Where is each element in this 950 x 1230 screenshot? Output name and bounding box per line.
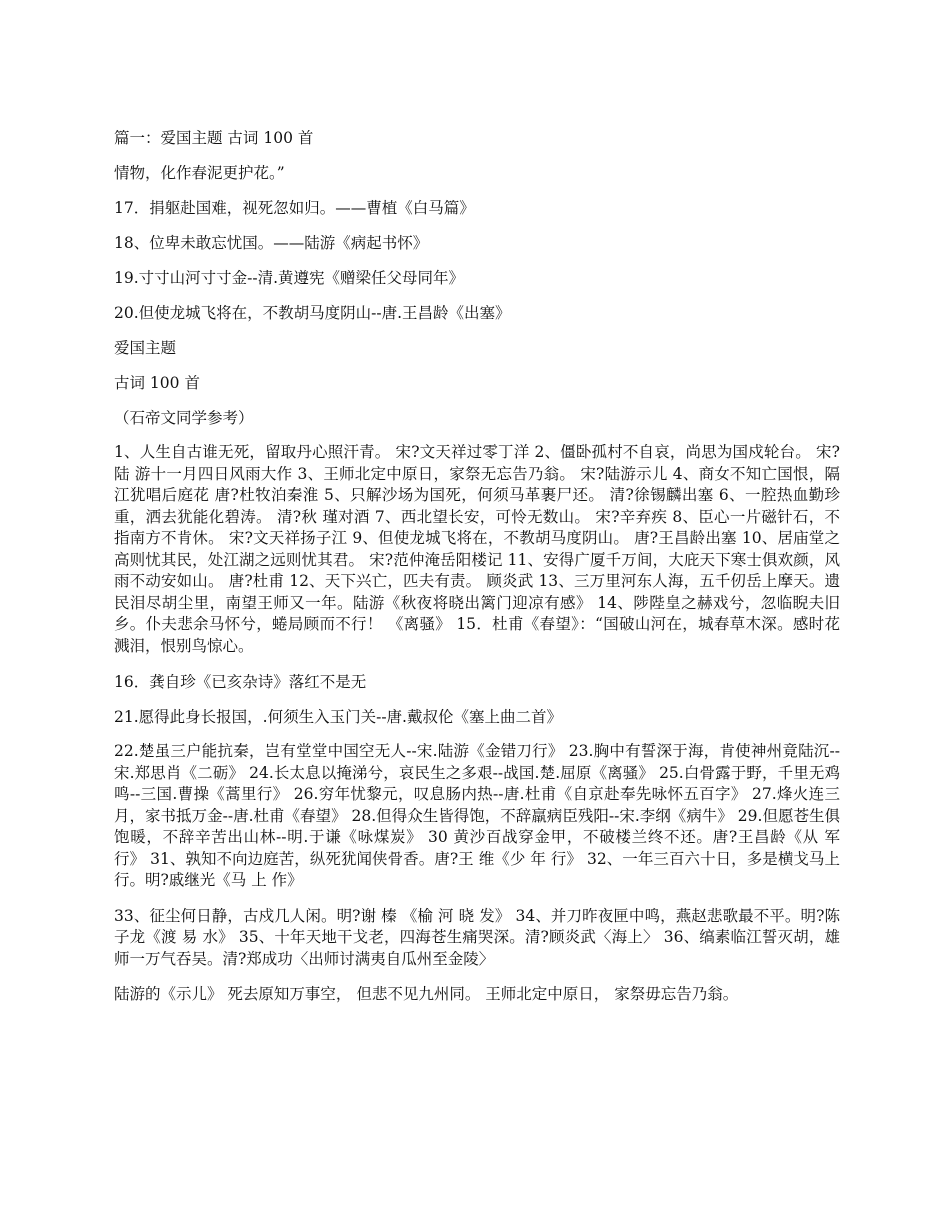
reference-note: （石帝文同学参考） [114, 409, 254, 427]
text-line: 21.愿得此身长报国，.何须生入玉门关--唐.戴叔伦《塞上曲二首》 [114, 708, 562, 726]
section-heading: 爱国主题 [114, 339, 177, 357]
closing-paragraph: 陆游的《示儿》 死去原知万事空， 但悲不见九州同。 王师北定中原日， 家祭毋忘告乃翁。 [114, 985, 739, 1003]
poem-list-paragraph: 33、征尘何日静，古戍几人闲。明?谢 榛 《榆 河 晓 发》 34、并刀昨夜匣中鸣，燕赵悲歌最不平。明?陈子龙《渡 易 水》 35、十年天地干戈老，四海苍生痛哭深。清?顾炎武〈海上〉 36、缟素临江誓灭胡，雄师一万气吞吴。清?郑成功〈出师讨满夷自瓜州至金陵〉 [114, 906, 840, 968]
text-line: 17．捐躯赴国难，视死忽如归。——曹植《白马篇》 [114, 199, 475, 217]
text-line: 情物，化作春泥更护花。” [114, 164, 285, 182]
document-page [114, 127, 840, 1020]
document-title: 篇一：爱国主题 古词 100 首 [114, 129, 314, 147]
section-subheading: 古词 100 首 [114, 374, 200, 392]
text-line: 18、位卑未敢忘忧国。——陆游《病起书怀》 [114, 234, 429, 252]
text-line: 19.寸寸山河寸寸金--清.黄遵宪《赠梁任父母同年》 [114, 269, 465, 287]
poem-list-paragraph: 22.楚虽三户能抗秦，岂有堂堂中国空无人--宋.陆游《金错刀行》 23.胸中有誓深于海，肯使神州竟陆沉--宋.郑思肖《二砺》 24.长太息以掩涕兮，哀民生之多艰--战国.楚.屈原《离骚》 25.白骨露于野，千里无鸡鸣--三国.曹操《蒿里行》 26.穷年忧黎元，叹息肠内热--唐.杜甫《自京赴奉先咏怀五百字》 27.烽火连三月，家书抵万金--唐.杜甫《春望》 28.但得众生皆得饱，不辞羸病臣残阳--宋.李纲《病牛》 29.但愿苍生俱饱暖，不辞辛苦出山林--明.于谦《咏煤炭》 30 黄沙百战穿金甲，不破楼兰终不还。唐?王昌龄《从 军 行》 31、孰知不向边庭苦，纵死犹闻侠骨香。唐?王 维《少 年 行》 32、一年三百六十日，多是横戈马上行。明?戚继光《马 上 作》 [114, 742, 840, 889]
text-line: 16．龚自珍《已亥杂诗》落红不是无 [114, 673, 367, 691]
poem-list-paragraph: 1、人生自古谁无死，留取丹心照汗青。 宋?文天祥过零丁洋 2、僵卧孤村不自哀，尚思为国戍轮台。 宋?陆 游十一月四日风雨大作 3、王师北定中原日，家祭无忘告乃翁。 宋?陆游示儿 4、商女不知亡国恨，隔江犹唱后庭花 唐?杜牧泊秦淮 5、只解沙场为国死，何须马革裹尸还。 清?徐锡麟出塞 6、一腔热血勤珍重，洒去犹能化碧涛。 清?秋 瑾对酒 7、西北望长安，可怜无数山。 宋?辛弃疾 8、臣心一片磁针石，不指南方不肯休。 宋?文天祥扬子江 9、但使龙城飞将在，不教胡马度阴山。 唐?王昌龄出塞 10、居庙堂之高则忧其民，处江湖之远则忧其君。 宋?范仲淹岳阳楼记 11、安得广厦千万间，大庇天下寒士俱欢颜，风雨不动安如山。 唐?杜甫 12、天下兴亡，匹夫有责。 顾炎武 13、三万里河东人海，五千仞岳上摩天。遗民泪尽胡尘里，南望王师又一年。陆游《秋夜将晓出篱门迎凉有感》 14、陟陛皇之赫戏兮，忽临睨夫旧乡。仆夫悲余马怀兮，蜷局顾而不行！ 《离骚》 15．杜甫《春望》：“国破山河在，城春草木深。感时花溅泪，恨别鸟惊心。 [114, 443, 840, 655]
text-line: 20.但使龙城飞将在，不教胡马度阴山--唐.王昌龄《出塞》 [114, 304, 511, 322]
